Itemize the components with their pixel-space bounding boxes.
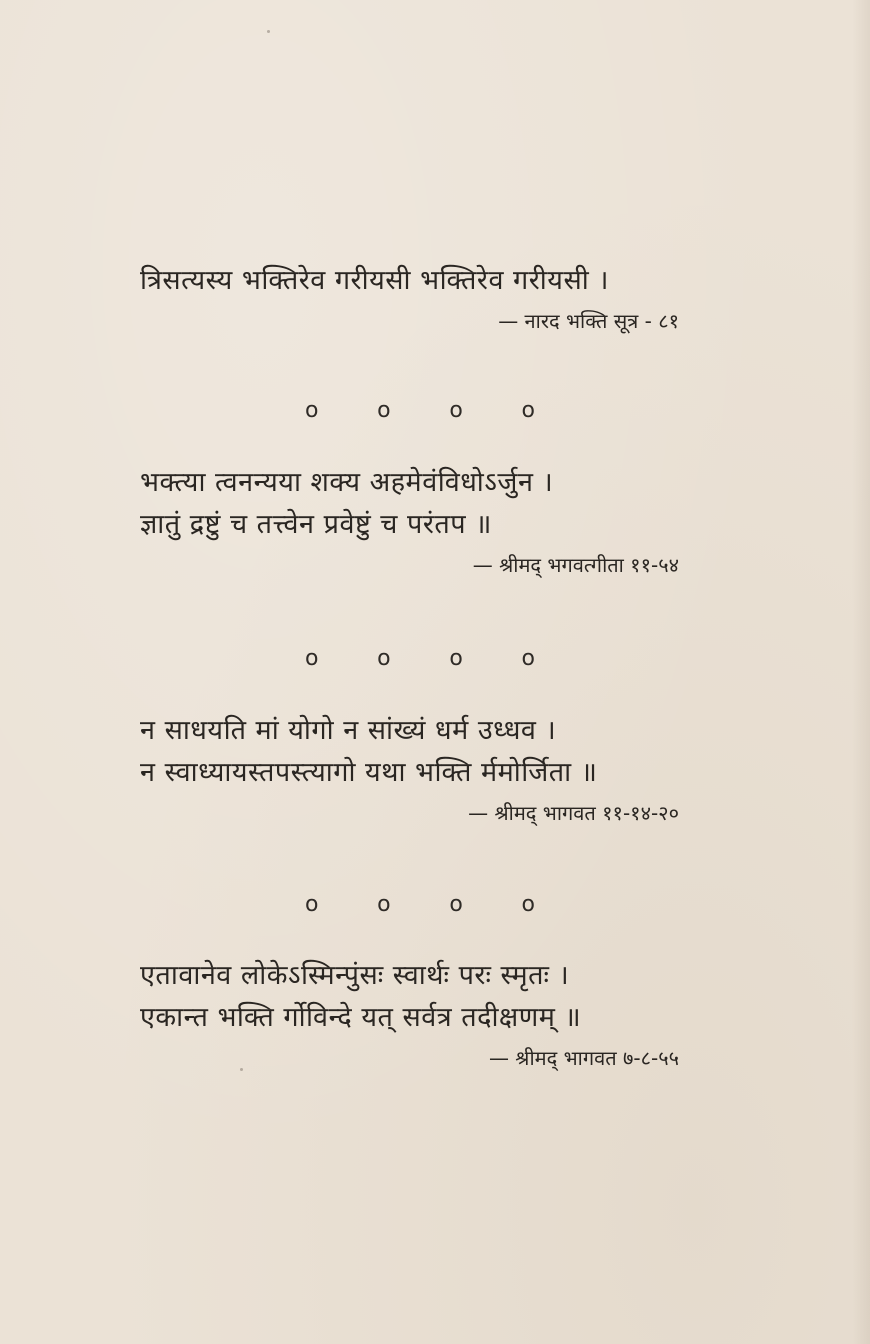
verse-line: न स्वाध्यायस्तपस्त्यागो यथा भक्ति र्ममोर्जिता ॥ xyxy=(140,757,598,788)
separator-dot: o xyxy=(449,892,463,917)
separator-dot: o xyxy=(305,398,319,423)
verse-block-4 xyxy=(140,955,685,1073)
verse-line: ज्ञातुं द्रष्टुं च तत्त्वेन प्रवेष्टुं च परंतप ॥ xyxy=(140,509,492,540)
verse-citation: — श्रीमद् भगवत्गीता ११-५४ xyxy=(472,553,679,577)
separator-dot: o xyxy=(449,646,463,671)
separator-dot: o xyxy=(305,646,319,671)
separator-dot: o xyxy=(305,892,319,917)
verse-citation: — श्रीमद् भागवत ७-८-५५ xyxy=(488,1046,679,1070)
separator-dot: o xyxy=(377,892,391,917)
verse-citation: — नारद भक्ति सूत्र - ८१ xyxy=(498,309,679,333)
verse-line: त्रिसत्यस्य भक्तिरेव गरीयसी भक्तिरेव गरीयसी । xyxy=(140,265,610,296)
verse-block-1 xyxy=(140,260,685,336)
separator-dots-3 xyxy=(305,892,535,918)
verse-citation: — श्रीमद् भागवत ११-१४-२० xyxy=(468,801,679,825)
separator-dot: o xyxy=(377,646,391,671)
verse-line: न साधयति मां योगो न सांख्यं धर्म उध्धव । xyxy=(140,715,557,746)
page-edge-shadow xyxy=(852,0,870,1344)
verse-block-2 xyxy=(140,462,685,580)
verse-line: एकान्त भक्ति र्गोविन्दे यत् सर्वत्र तदीक्षणम् ॥ xyxy=(140,1002,582,1033)
separator-dot: o xyxy=(521,892,535,917)
verse-line: एतावानेव लोकेऽस्मिन्पुंसः स्वार्थः परः स्मृतः । xyxy=(140,960,570,991)
separator-dot: o xyxy=(377,398,391,423)
verse-block-3 xyxy=(140,710,685,828)
paper-speck xyxy=(267,30,270,33)
separator-dot: o xyxy=(521,398,535,423)
separator-dot: o xyxy=(449,398,463,423)
separator-dots-1 xyxy=(305,398,535,424)
separator-dots-2 xyxy=(305,646,535,672)
verse-line: भक्त्या त्वनन्यया शक्य अहमेवंविधोऽर्जुन । xyxy=(140,467,554,498)
separator-dot: o xyxy=(521,646,535,671)
